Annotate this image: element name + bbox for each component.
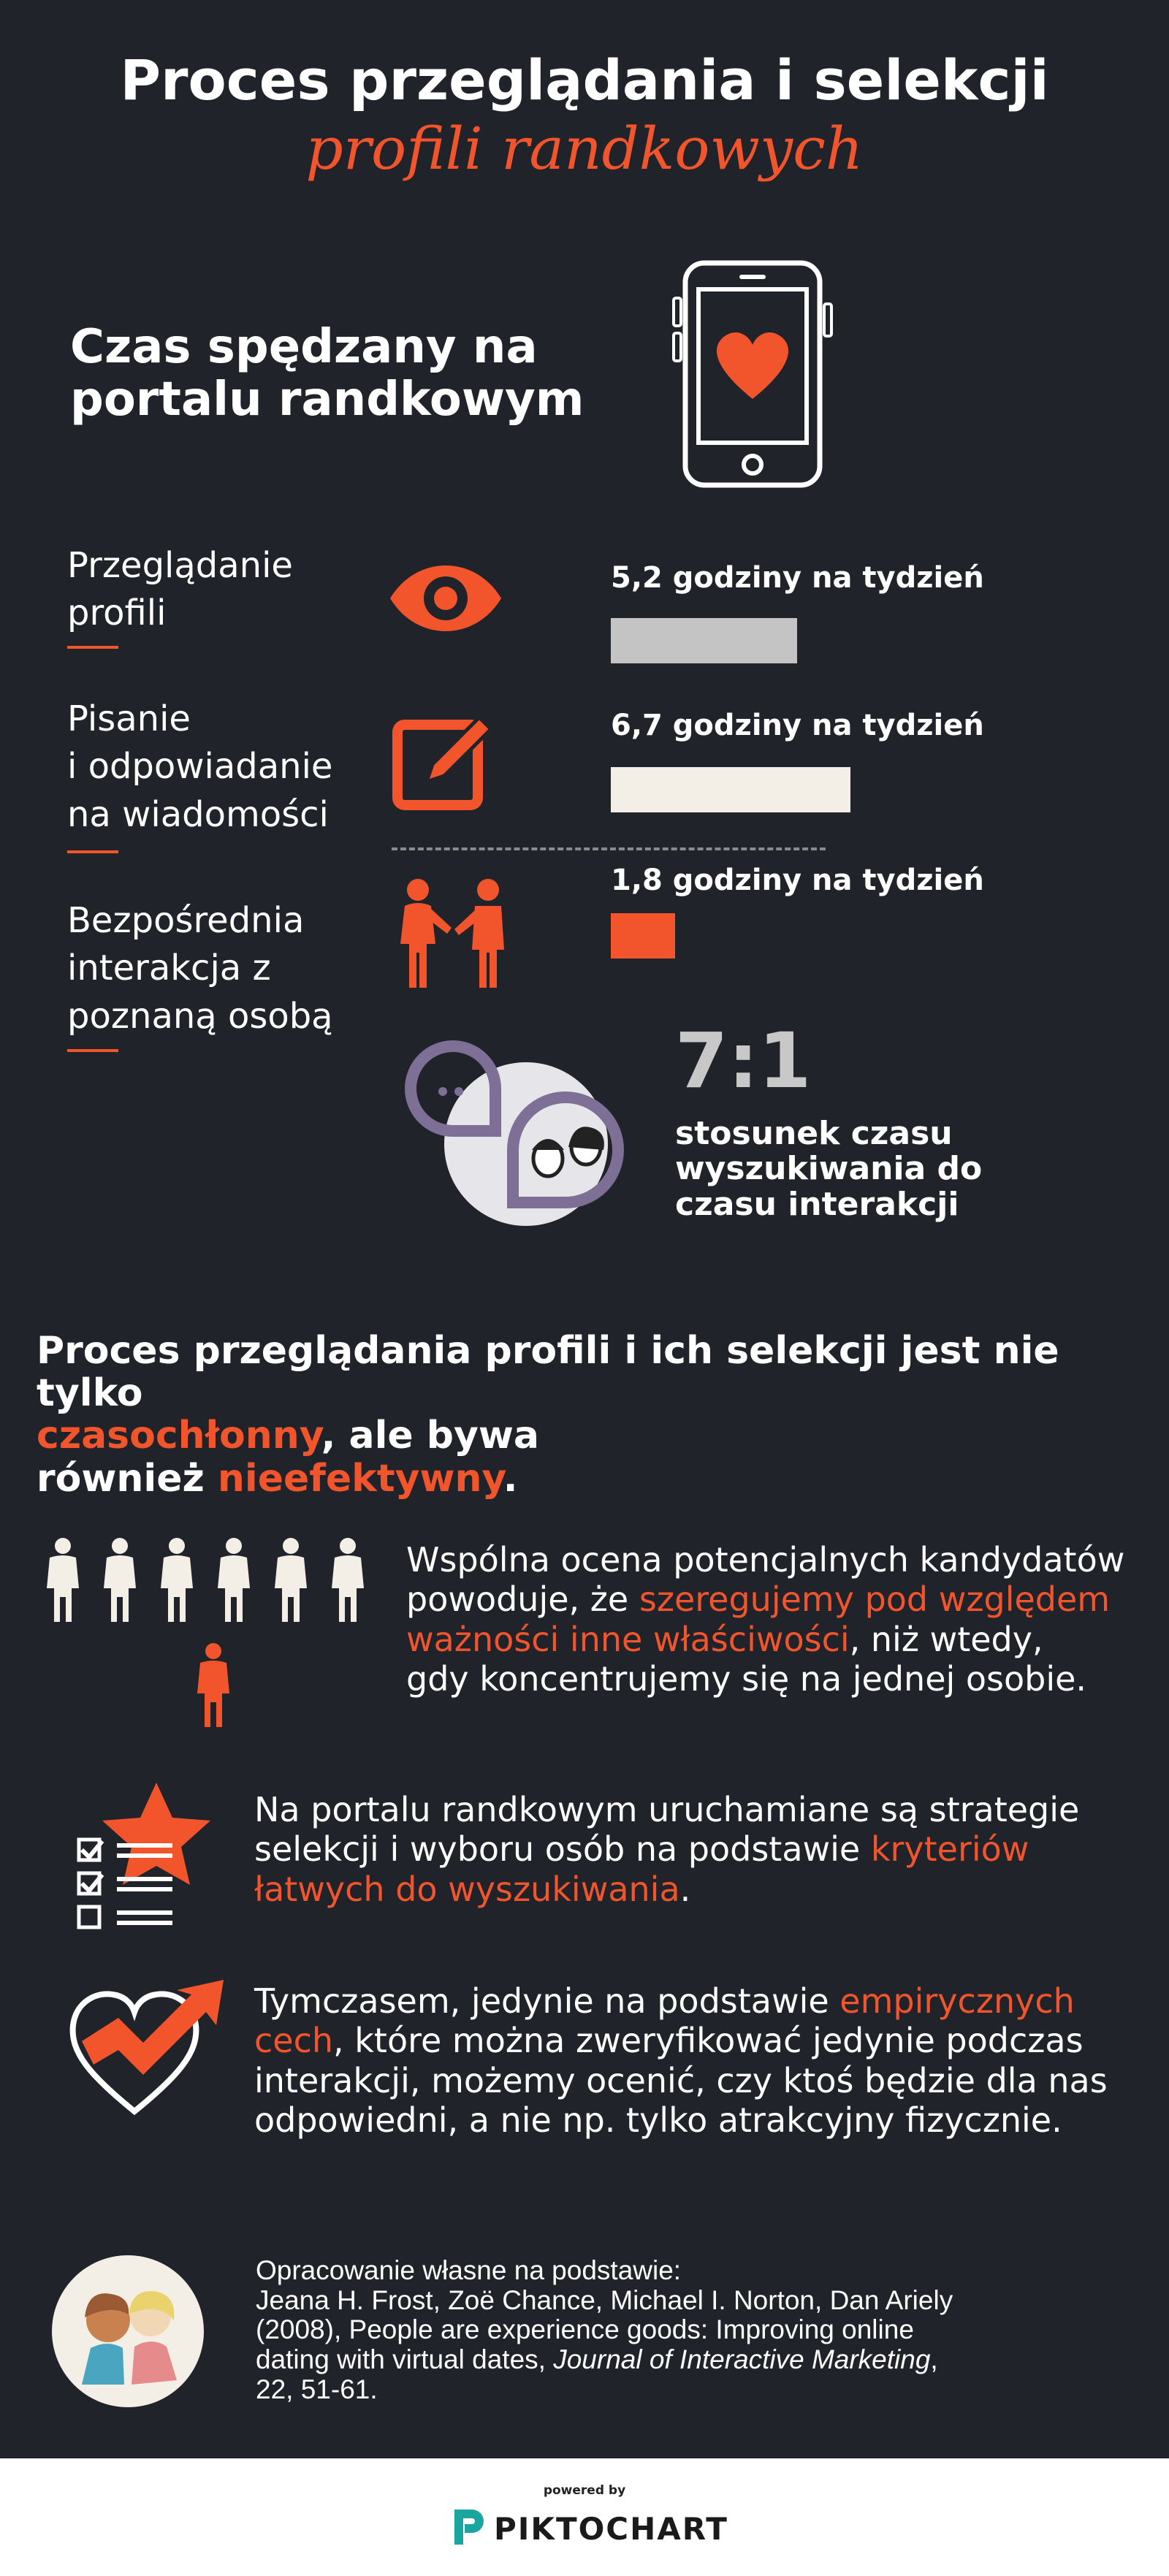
point-text-line: gdy koncentrujemy się na jednej osobie. — [406, 1658, 1087, 1699]
piktochart-brand[interactable]: PIKTOCHART — [494, 2511, 728, 2547]
messaging-hours-bar — [611, 767, 850, 812]
point-text: selekcji i wyboru osób na podstawie — [254, 1829, 871, 1870]
label-line: interakcja z — [67, 948, 271, 989]
label-line: profili — [67, 592, 167, 634]
interaction-hours-text: 1,8 godziny na tydzień — [611, 864, 984, 897]
page-subtitle: profili randkowych — [305, 115, 864, 183]
point-text-line — [254, 1981, 1131, 2021]
heading-line-2: portalu randkowym — [70, 372, 584, 427]
point-text-line: odpowiedni, a nie np. tylko atrakcyjny fizycznie. — [254, 2100, 1062, 2140]
summary-accent-text: czasochłonny — [37, 1414, 321, 1458]
point-text-line — [254, 2021, 1131, 2060]
source-text: dating with virtual dates, — [256, 2344, 554, 2375]
point-text-line — [406, 1620, 1137, 1659]
pencil-square-icon — [392, 709, 494, 811]
journal-title: Journal of Interactive Marketing — [553, 2344, 931, 2375]
ratio-label-line: wyszukiwania do — [675, 1150, 983, 1188]
summary-text: również — [37, 1456, 218, 1501]
label-line: i odpowiadanie — [67, 746, 333, 788]
label-line: Pisanie — [67, 698, 191, 739]
label-line: na wiadomości — [67, 793, 329, 835]
point-text: powoduje, że — [406, 1579, 639, 1620]
summary-text: , ale bywa — [321, 1414, 540, 1458]
label-line: poznaną osobą — [67, 995, 333, 1037]
point-accent-text: empirycznych — [839, 1981, 1075, 2021]
category-interaction-label — [67, 897, 359, 1040]
summary-text: . — [503, 1456, 518, 1501]
point-text: Tymczasem, jedynie na podstawie — [254, 1981, 840, 2021]
time-section-heading — [70, 321, 625, 426]
powered-by-label: powered by — [543, 2483, 626, 2498]
point-text-line: Wspólna ocena potencjalnych kandydatów — [406, 1540, 1125, 1579]
point-2-text — [254, 1790, 1131, 1909]
category-messaging-label — [67, 696, 359, 839]
category-browsing-label — [67, 542, 359, 638]
ratio-value: 7:1 — [675, 1016, 812, 1105]
source-line — [256, 2345, 1030, 2375]
checklist-star-icon — [73, 1780, 219, 1933]
eye-icon — [387, 558, 504, 639]
point-text: , niż wtedy, — [849, 1619, 1043, 1659]
accent-underline — [67, 850, 118, 853]
summary-paragraph — [37, 1330, 1132, 1500]
point-text-line: interakcji, możemy ocenić, czy ktoś będzie dla nas — [254, 2060, 1108, 2100]
point-text: . — [679, 1869, 691, 1909]
source-line: (2008), People are experience goods: Improving online — [256, 2314, 914, 2345]
point-accent-text: cech — [254, 2021, 334, 2061]
heart-arrow-icon — [67, 1973, 235, 2119]
footer — [0, 2458, 1169, 2576]
couple-handshake-icon — [395, 877, 511, 994]
browsing-hours-text: 5,2 godziny na tydzień — [611, 561, 984, 595]
point-3-text — [254, 1981, 1131, 2140]
page-title: Proces przeglądania i selekcji — [120, 47, 1049, 113]
summary-line-3 — [37, 1457, 1132, 1500]
ratio-label — [675, 1116, 1055, 1222]
source-citation — [256, 2256, 1030, 2404]
summary-line-2 — [37, 1414, 1132, 1457]
label-line: Bezpośrednia — [67, 900, 305, 941]
point-accent-text: ważności inne właściwości — [406, 1619, 850, 1659]
source-line: 22, 51-61. — [256, 2374, 378, 2404]
couple-avatar-icon — [50, 2253, 206, 2409]
point-accent-text: łatwych do wyszukiwania — [254, 1869, 680, 1909]
interaction-hours-bar — [611, 913, 675, 959]
summary-text: Proces przeglądania profili i ich selekcji jest nie tylko — [37, 1329, 1059, 1416]
point-accent-text: szeregujemy pod względem — [639, 1579, 1111, 1620]
browsing-hours-bar — [611, 618, 797, 663]
point-1-text — [406, 1540, 1137, 1699]
heading-line-1: Czas spędzany na — [70, 320, 538, 374]
point-text-line — [406, 1579, 1137, 1619]
source-text: , — [930, 2344, 938, 2375]
ratio-label-line: stosunek czasu — [675, 1115, 953, 1152]
messaging-hours-text: 6,7 godziny na tydzień — [611, 709, 984, 742]
piktochart-logo-icon[interactable] — [450, 2507, 487, 2548]
accent-underline — [67, 1049, 118, 1052]
source-line: Jeana H. Frost, Zoë Chance, Michael I. Norton, Dan Ariely — [256, 2285, 953, 2315]
point-accent-text: kryteriów — [870, 1829, 1029, 1870]
accent-underline — [67, 646, 118, 649]
point-text-line — [254, 1870, 1131, 1909]
people-group-icon — [42, 1534, 378, 1731]
dashed-divider — [392, 847, 826, 850]
smartphone-heart-icon — [672, 260, 833, 488]
ratio-label-line: czasu interakcji — [675, 1185, 959, 1223]
chat-bubbles-faces-icon — [402, 1037, 650, 1235]
point-text: , które można zweryfikować jedynie podczas — [333, 2021, 1084, 2061]
label-line: Przeglądanie — [67, 545, 293, 586]
summary-accent-text: nieefektywny — [217, 1456, 503, 1501]
summary-line-1 — [37, 1330, 1132, 1414]
point-text-line: Na portalu randkowym uruchamiane są strategie — [254, 1790, 1080, 1829]
source-line: Opracowanie własne na podstawie: — [256, 2255, 682, 2285]
point-text-line — [254, 1829, 1131, 1869]
